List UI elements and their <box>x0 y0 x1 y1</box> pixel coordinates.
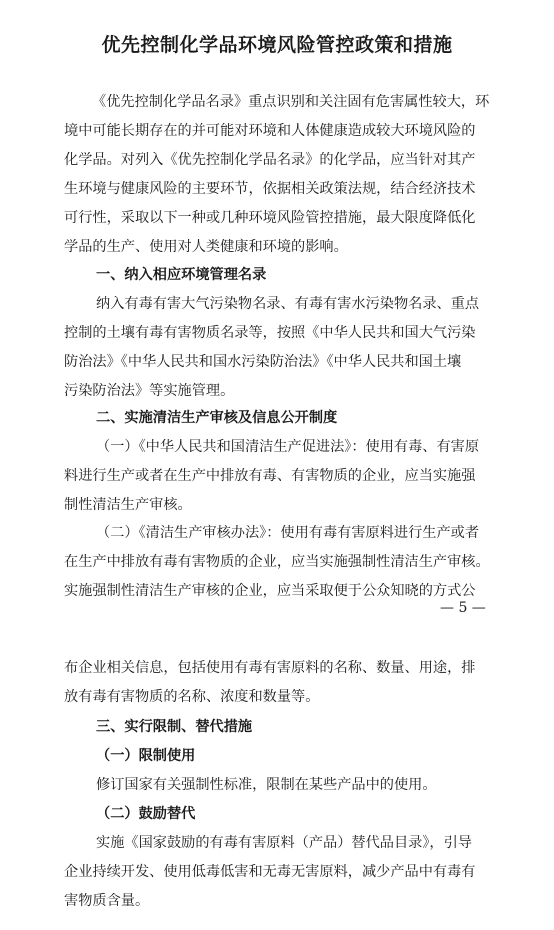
text-line: 纳入有毒有害大气污染物名录、有毒有害水污染物名录、重点 <box>96 296 480 312</box>
section3-sub2-heading: （二）鼓励替代 <box>96 806 196 822</box>
text-line: 放有毒有害物质的名称、浓度和数量等。 <box>64 689 320 705</box>
text-line: 害物质含量。 <box>64 893 150 909</box>
section2-heading: 二、实施清洁生产审核及信息公开制度 <box>96 410 338 426</box>
text-line: 实施《国家鼓励的有毒有害原料（产品）替代品目录》，引导 <box>96 835 472 851</box>
section3-sub2-paragraph <box>64 829 504 916</box>
section2-item2-paragraph <box>64 519 504 606</box>
text-line: 修订国家有关强制性标准，限制在某些产品中的使用。 <box>96 777 437 793</box>
text-line: （二）《清洁生产审核办法》：使用有毒有害原料进行生产或者 <box>96 525 480 541</box>
section3-heading: 三、实行限制、替代措施 <box>96 719 253 735</box>
text-line: 料进行生产或者在生产中排放有毒、有害物质的企业，应当实施强 <box>64 468 476 484</box>
text-line: 防治法》《中华人民共和国水污染防治法》《中华人民共和国土壤 <box>64 354 462 370</box>
text-line: 在生产中排放有毒有害物质的企业，应当实施强制性清洁生产审核。 <box>64 554 490 570</box>
continued-paragraph <box>64 654 504 712</box>
section1-heading: 一、纳入相应环境管理名录 <box>96 267 267 283</box>
text-line: 《优先控制化学品名录》重点识别和关注固有危害属性较大，环 <box>92 94 490 110</box>
text-line: 实施强制性清洁生产审核的企业，应当采取便于公众知晓的方式公 <box>64 583 476 599</box>
text-line: 企业持续开发、使用低毒低害和无毒无害原料，减少产品中有毒有 <box>64 864 476 880</box>
text-line: （一）《中华人民共和国清洁生产促进法》：使用有毒、有害原 <box>96 439 480 455</box>
section1-paragraph <box>64 290 504 406</box>
text-line: 布企业相关信息，包括使用有毒有害原料的名称、数量、用途，排 <box>64 660 476 676</box>
text-line: 可行性，采取以下一种或几种环境风险管控措施，最大限度降低化 <box>64 210 476 226</box>
intro-paragraph <box>64 88 504 262</box>
text-line: 生环境与健康风险的主要环节，依据相关政策法规，结合经济技术 <box>64 181 476 197</box>
text-line: 学品的生产、使用对人类健康和环境的影响。 <box>64 239 348 255</box>
text-line: 污染防治法》等实施管理。 <box>64 383 235 399</box>
document-title: 优先控制化学品环境风险管控政策和措施 <box>101 34 453 56</box>
section3-sub1-paragraph <box>64 771 504 800</box>
text-line: 境中可能长期存在的并可能对环境和人体健康造成较大环境风险的 <box>64 123 476 139</box>
text-line: 控制的土壤有毒有害物质名录等，按照《中华人民共和国大气污染 <box>64 325 476 341</box>
section2-item1-paragraph <box>64 433 504 520</box>
page-number: — 5 — <box>440 600 486 616</box>
text-line: 化学品。对列入《优先控制化学品名录》的化学品，应当针对其产 <box>64 152 476 168</box>
text-line: 制性清洁生产审核。 <box>64 497 192 513</box>
section3-sub1-heading: （一）限制使用 <box>96 748 196 764</box>
